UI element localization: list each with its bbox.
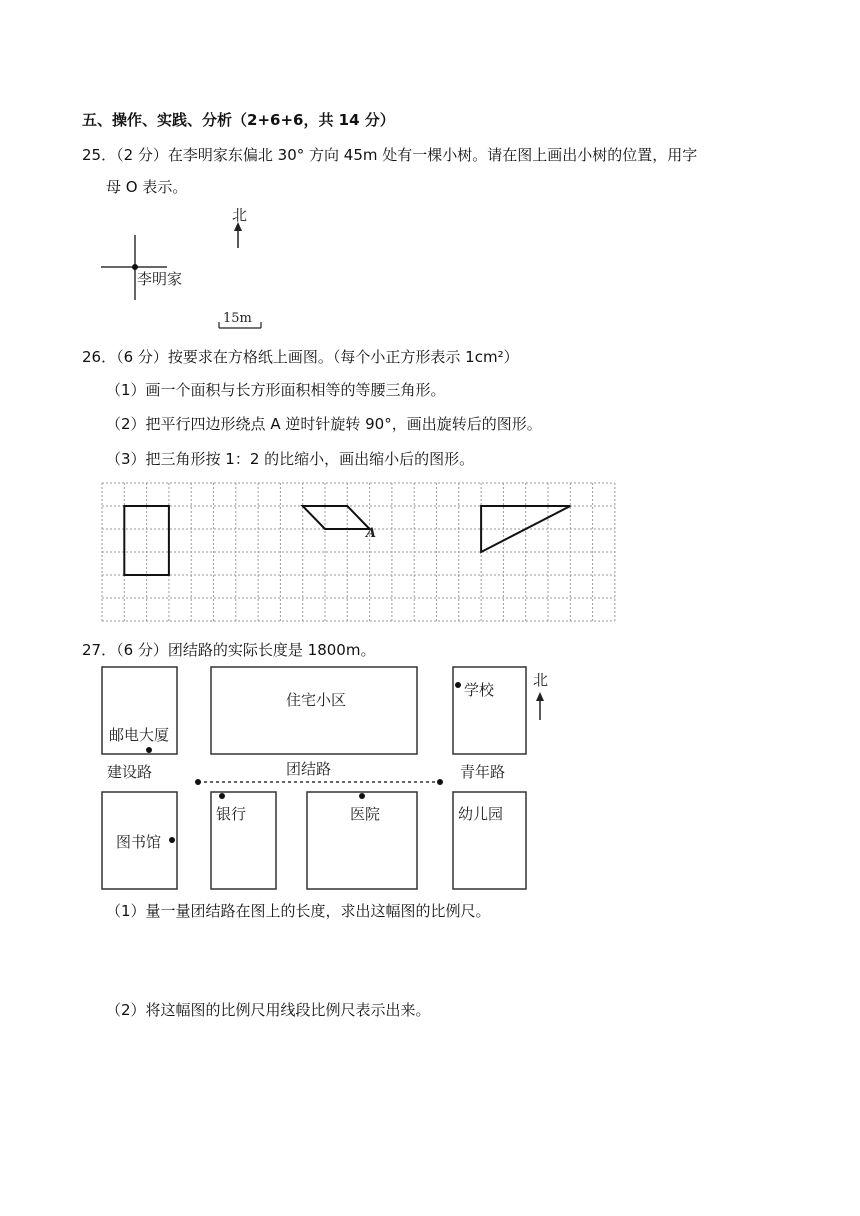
home-label: 李明家 [137,270,183,288]
q25-figure [95,200,275,340]
q27-sub2: （2）将这幅图的比例尺用线段比例尺表示出来。 [106,1001,431,1019]
point-a-label: A [366,526,377,541]
map-north-label: 北 [533,671,549,689]
residential-label: 住宅小区 [286,691,347,709]
q25-text-line1: 25．（2 分）在李明家东偏北 30° 方向 45m 处有一棵小树。请在图上画出小树的位置，用字 [82,146,698,164]
q27-map [100,665,555,893]
block-residential [211,667,417,754]
q26-sub3: （3）把三角形按 1：2 的比缩小，画出缩小后的图形。 [106,450,475,468]
scale-bar-label: 15m [223,311,252,326]
q27-sub1: （1）量一量团结路在图上的长度，求出这幅图的比例尺。 [106,902,491,920]
library-point [169,837,175,843]
hospital-label: 医院 [350,805,381,823]
tuanjie-road-east-end [437,779,443,785]
tuanjie-road-west-end [195,779,201,785]
jianshe-road-label: 建设路 [107,763,153,781]
post-office-label: 邮电大厦 [109,726,170,744]
tuanjie-road-label: 团结路 [286,760,332,778]
library-label: 图书馆 [116,833,162,851]
map-north-arrow-head [536,692,544,701]
school-label: 学校 [464,681,495,699]
hospital-point [359,793,365,799]
section-title: 五、操作、实践、分析（2+6+6，共 14 分） [82,111,395,129]
bank-label: 银行 [216,805,247,823]
q26-grid-figure [102,483,617,623]
grid-parallelogram [303,506,370,529]
q26-sub2: （2）把平行四边形绕点 A 逆时针旋转 90°，画出旋转后的图形。 [106,415,542,433]
school-point [455,682,461,688]
q26-grid [102,483,617,623]
qingnian-road-label: 青年路 [460,763,506,781]
bank-point [219,793,225,799]
q25-north-label: 北 [232,206,248,224]
q26-sub1: （1）画一个面积与长方形面积相等的等腰三角形。 [106,381,446,399]
post-office-point [146,747,152,753]
q26-stem: 26．（6 分）按要求在方格纸上画图。（每个小正方形表示 1cm²） [82,348,519,366]
grid-lines [102,483,615,621]
kindergarten-label: 幼儿园 [458,805,504,823]
q27-stem: 27．（6 分）团结路的实际长度是 1800m。 [82,641,376,659]
q25-text-line2: 母 O 表示。 [106,178,188,196]
